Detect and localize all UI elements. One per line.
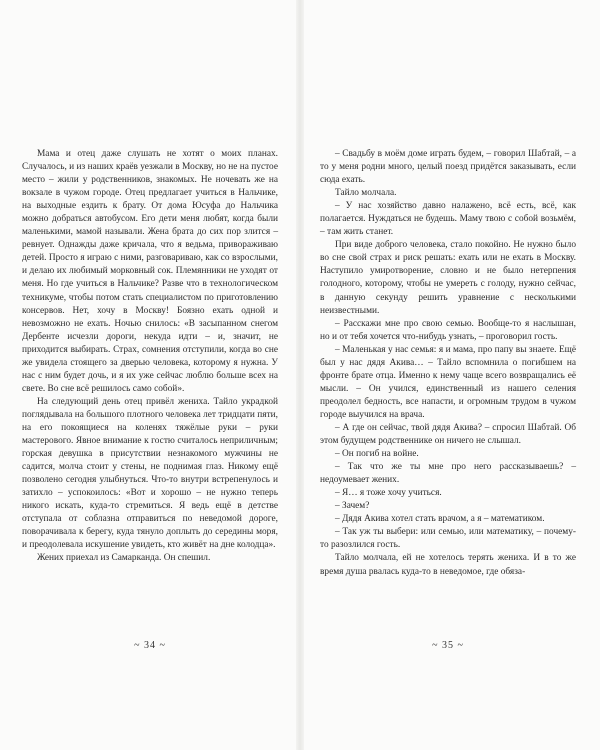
paragraph: При виде доброго человека, стало покойно. Не нужно было во сне свой страх и риск решать: ехать или не ехать в Москву. Наступило умиротворение, словно и не было нетерпения голодного, которому, чтобы не умереть с голоду, нужно сейчас, в данную секунду решить уравнение с несколькими неизвестными.	[320, 240, 576, 316]
book-gutter	[296, 0, 304, 750]
paragraph: Мама и отец даже слушать не хотят о моих планах. Случалось, и из наших краёв уезжали в Москву, но не на пустое место – жили у родственников, знакомых. Не ночевать же на вокзале в чужом городе. Отец предлагает учиться в Нальчике, на выходные ездить к брату. От дома Юсуфа до Нальчика можно добраться автобусом. Его дети меня любят, когда были маленькими, мамой называли. Жена брата до сих пор злится – ревнует. Однажды даже кричала, что я ведьма, привораживаю детей. Просто я играю с ними, разговариваю, как со взрослыми, и делаю их любимый морковный сок. Племянники не уходят от меня. Но где учиться в Нальчике? Разве что в технологическом техникуме, чтобы потом стать специалистом по приготовлению консервов. Нет, хочу в Москву! Боязно ехать одной и невозможно не ехать. Ночью снилось: «В засыпанном снегом Дербенте исчезли дороги, некуда идти – и, значит, не приходится выбирать. Страх, сомнения отступили, когда во сне же увидела стоящего за дверью человека, которому я нужна. У нас с ним будет дочь, и я их уже сейчас люблю больше всех на свете. Во сне всё решилось само собой».	[22, 149, 278, 394]
paragraph: – Так что же ты мне про него рассказываешь? – недоумевает жених.	[320, 462, 576, 486]
paragraph: – А где он сейчас, твой дядя Акива? – спросил Шабтай. Об этом будущем родственнике он ничего не слышал.	[320, 422, 576, 447]
paragraph: Тайло молчала, ей не хотелось терять жениха. И в то же время душа рвалась куда-то в неведомое, где обяза-	[320, 553, 576, 577]
paragraph: – Маленькая у нас семья: я и мама, про папу вы знаете. Ещё был у нас дядя Акива… – Тайло вспомнила о погибшем на фронте брате отца. Именно к нему чаще всего возвращались её мысли. – Он учился, единственный из нашего селения преодолел бедность, все напасти, и огромным трудом в чужом городе выучился на врача.	[320, 344, 576, 420]
paragraph: – Дядя Акива хотел стать врачом, а я – математиком.	[335, 514, 545, 525]
paragraph: – Свадьбу в моём доме играть будем, – говорил Шабтай, – а то у меня родни много, целый поезд придётся заказывать, если сюда ехать.	[320, 149, 576, 186]
paragraph: Тайло молчала.	[335, 188, 397, 199]
page-number-right: ~ 35 ~	[432, 640, 464, 651]
paragraph: – Я… я тоже хочу учиться.	[335, 488, 442, 499]
page-number-left: ~ 34 ~	[134, 640, 166, 651]
paragraph: На следующий день отец привёл жениха. Тайло украдкой поглядывала на большого плотного человека лет тридцати пяти, на его покоящиеся на коленях тяжёлые руки – руки мастерового. Явное внимание к гостю считалось неприличным; горская девушка в присутствии незнакомого мужчины не садится, молча стоит у стены, не поднимая глаз. Никому ещё позволено сегодня улыбнуться. Что-то внутри встрепенулось и затихло – успокоилось: «Вот и хорошо – не нужно теперь никого искать, куда-то стремиться. Я ведь ещё в детстве отступала от соблазна отправиться по неведомой дороге, поворачивала к берегу, куда тянуло доплыть до середины моря, и преодолевала искушение увидеть, кто живёт на дне колодца».	[22, 396, 278, 551]
right-page-text	[320, 148, 576, 579]
left-page-text	[22, 148, 278, 566]
paragraph: – Так уж ты выбери: или семью, или математику, – почему-то разозлился гость.	[320, 527, 576, 551]
paragraph: Жених приехал из Самарканда. Он спешил.	[37, 553, 211, 564]
paragraph: – У нас хозяйство давно налажено, всё есть, всё, как полагается. Нуждаться не будешь. Маму твою с собой возьмём, – там жить станет.	[320, 201, 576, 238]
paragraph: – Зачем?	[335, 501, 370, 512]
paragraph: – Расскажи мне про свою семью. Вообще-то я наслышан, но и от тебя хочется что-нибудь узнать, – проговорил гость.	[320, 318, 576, 342]
paragraph: – Он погиб на войне.	[335, 449, 419, 460]
